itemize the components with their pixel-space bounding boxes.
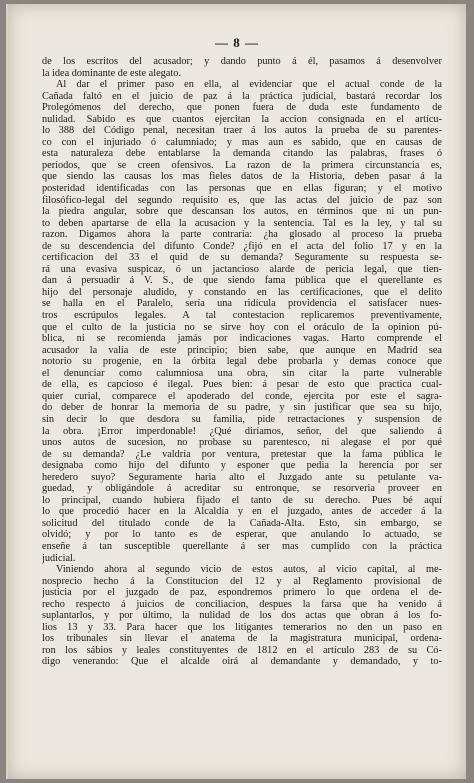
text-line: la obra. ¡Error imperdonable! ¿Qué diríamos, señor, del que saliendo á bbox=[42, 425, 442, 437]
text-line: que siendo las causas los mas fieles datos de la Historia, deben pasar á la bbox=[42, 171, 442, 183]
text-line: digo venerando: Que el alcalde oirá al demandante y demandado, y to- bbox=[42, 656, 442, 668]
text-line: Al dar el primer paso en ella, al evidenciar que el actual conde de la bbox=[56, 79, 442, 91]
document-page bbox=[6, 4, 466, 779]
text-line: lios 13 y 33. Para hacer que los litigantes temerarios no den un paso en bbox=[42, 621, 442, 633]
text-line: Cañada faltó en el juicio de paz á la práctica judicial, bastará recordar los bbox=[42, 90, 442, 102]
text-line: se halla en el Paralelo, sería una ridícula providencia el satisfacer nues- bbox=[42, 298, 442, 310]
text-line: lo 388 del Código penal, necesitan traer á los autos la prueba de su parentes- bbox=[42, 125, 442, 137]
text-line: posteridad identificadas con las personas que en ellas figuran; y el motivo bbox=[42, 183, 442, 195]
text-line: períodos, que se creen ofensivos. La razon de la primera circunstancia es, bbox=[42, 159, 442, 171]
text-line: razon. Digamos ahora la parte contraria: ¿ha glosado al proceso la prueba bbox=[42, 229, 442, 241]
text-line: justicia por el juzgado de paz, espondremos primero lo que ordena el de- bbox=[42, 587, 442, 599]
text-line: designaba como hijo del difunto y esponer que pedia la herencia por ser bbox=[42, 460, 442, 472]
text-line: ron los sábios y leales constituyentes de 1812 en el artículo 283 de su Có- bbox=[42, 644, 442, 656]
text-line: acusador la valía de este principio; bien sabe, que aunque en Madrid sea bbox=[42, 344, 442, 356]
text-line: notorio su progenie, en la órbita legal debe probarla y demas conoce que bbox=[42, 356, 442, 368]
text-line: blica, ni se recomienda jamás por indicaciones vagas. Harto comprende el bbox=[42, 333, 442, 345]
page-number: — 8 — bbox=[215, 35, 259, 50]
text-line: de ella, es capcioso é ilegal. Pues bien: á pesar de esto que practica cual- bbox=[42, 379, 442, 391]
text-line: sin decir lo que desdora su familia, pide retractaciones y suspension de bbox=[42, 413, 442, 425]
text-line: de los escritos del acusador; y dando punto á él, pasamos á desenvolver bbox=[42, 56, 442, 67]
text-line: solicitud del titulado conde de la Cañada-Alta. Esto, sin embargo, se bbox=[42, 517, 442, 529]
text-line: Prolegómenos del derecho, que ponen fuera de duda este fundamento de bbox=[42, 102, 442, 114]
text-line: filosófico-legal del segundo requisito es, que las actas del juicio de paz son bbox=[42, 194, 442, 206]
text-line: dan á persuadir á V. S., de que siendo fama pública que el querellante es bbox=[42, 275, 442, 287]
text-line: el denunciar como calumniosa una obra, sin citar la parte vulnerable bbox=[42, 367, 442, 379]
text-line: unos autos de sucesion, no probase su parentesco, ni alegase el por qué bbox=[42, 437, 442, 449]
text-line: lo principal, cuando hubiera fijado el tanto de su derecho. Pues bé aquí bbox=[42, 494, 442, 506]
text-line: rá una evasiva suspicaz, ó un jactancioso alarde de pericia legal, que tien- bbox=[42, 263, 442, 275]
text-line: do deber de honrar la memoria de su padre, y sin justificar que sea su hijo, bbox=[42, 402, 442, 414]
text-line: de su descendencia del difunto Conde? ¿fijó en el acta del folio 17 y en la bbox=[42, 240, 442, 252]
text-line: que el culto de la justicia no se sirve hoy con el oráculo de la opinion pú- bbox=[42, 321, 442, 333]
text-line: enseñe á tan susceptible querellante á ser mas cumplido con la práctica bbox=[42, 540, 442, 552]
body-text bbox=[42, 56, 442, 668]
text-line: heredero suyo? Seguramente haria alto el Juzgado ante su petulante va- bbox=[42, 471, 442, 483]
text-line: la idea dominante de este alegato. bbox=[42, 67, 181, 79]
text-line: esta naturaleza debe entablarse la demanda citando las palabras, frases ó bbox=[42, 148, 442, 160]
text-line: la piedra angular, sobre que descansan los autos, en términos que ni un pun- bbox=[42, 206, 442, 218]
text-line: olvidó; y por lo tanto es de esperar, que anulando lo actuado, se bbox=[42, 529, 442, 541]
text-line: tros escrúpulos legales. A tal contestacion replicaremos preventivamente, bbox=[42, 310, 442, 322]
text-line: suplantarlos, y por último, la nulidad de los dos actas que obran á los fo- bbox=[42, 610, 442, 622]
text-line: nosprecio hecho á la Constitucion del 12 y al Reglamento provisional de bbox=[42, 575, 442, 587]
text-line: certificacion del 33 el quid de su demanda? Seguramente su respuesta se- bbox=[42, 252, 442, 264]
text-line: de su demanda? ¿Le valdría por ventura, pretestar que la fama pública le bbox=[42, 448, 442, 460]
text-line: lo que procedió hacer en la Alcaldía y en el juzgado, antes de acceder á la bbox=[42, 506, 442, 518]
text-line: recho respecto á juicios de conciliacion, despues la farsa que ha venido á bbox=[42, 598, 442, 610]
text-line: co con el injuriado ó calumniado; y mas aun es sabido, que en causas de bbox=[42, 136, 442, 148]
text-line: hijo del personaje aludido, y constando en las certificaciones, que el delito bbox=[42, 286, 442, 298]
text-line: quier curial, comparece el apoderado del conde, ejercita por este el sagra- bbox=[42, 390, 442, 402]
text-line: to deben apartarse de ella la acusacion y la sentencia. Tal es la ley, y tal su bbox=[42, 217, 442, 229]
text-line: guedad, y obligándole á acreditar su entronque, se resorveria proveer en bbox=[42, 483, 442, 495]
text-line: nulidad. Sabido es que cuantos ejercitan la accion consignada en el artícu- bbox=[42, 113, 442, 125]
text-line: judicial. bbox=[42, 552, 76, 564]
text-line: los tribunales sin llevar el anatema de la magistratura municipal, ordena- bbox=[42, 633, 442, 645]
text-line: Viniendo ahora al segundo vicio de estos autos, al vicio capital, al me- bbox=[56, 564, 442, 576]
